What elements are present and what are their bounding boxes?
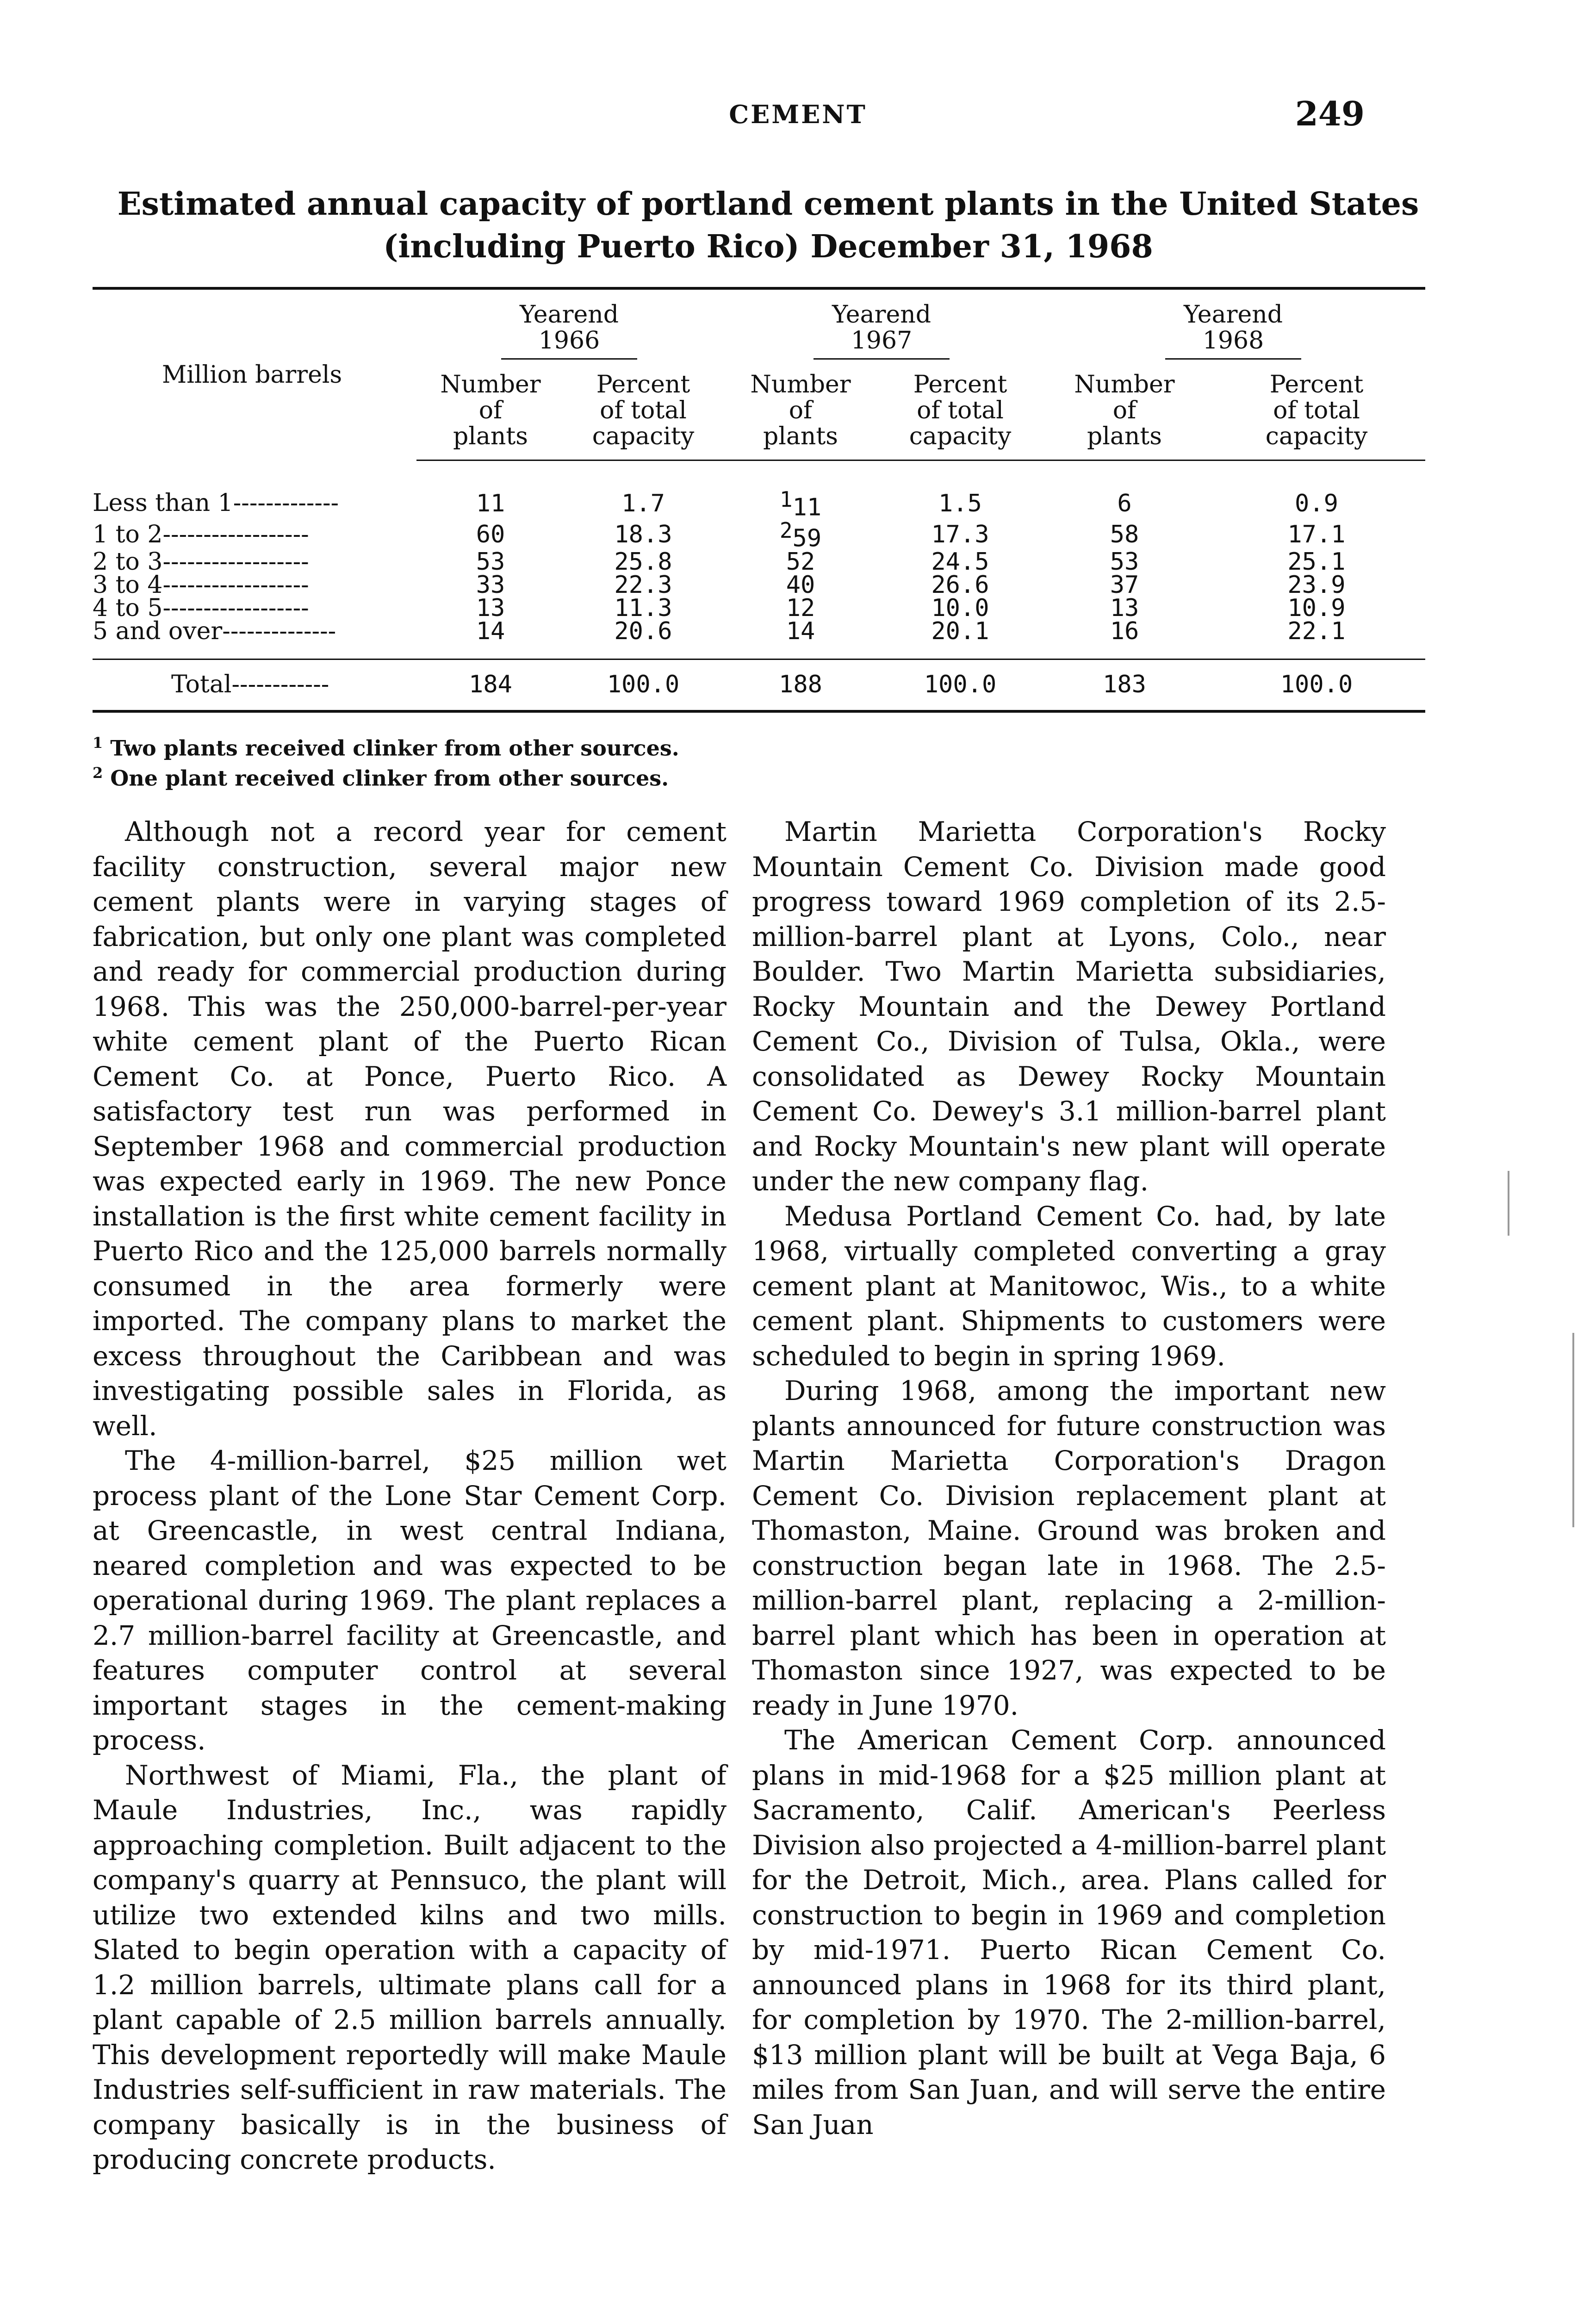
- table-cell: 37: [1110, 571, 1139, 599]
- table-cell: 11.3: [614, 594, 672, 622]
- table-cell: 25.1: [1287, 547, 1346, 576]
- table-cell: 23.9: [1287, 571, 1346, 599]
- table-cell: 1.7: [621, 489, 665, 517]
- row-label: 4 to 5------------------: [93, 594, 309, 622]
- table-cell: 24.5: [931, 547, 989, 576]
- table-cell: 25.8: [614, 547, 672, 576]
- table-cell: 26.6: [931, 571, 989, 599]
- paragraph: The American Cement Corp. announced plans in mid-1968 for a $25 million plant at Sacramento, Calif. American's Peerless Division also projected a 4-million-barrel plant for the Detroit, Mich., area. Plans called for construction to begin in 1969 and completion by mid-1971. Puerto Rican Cement Co. announced plans in 1968 for its third plant, for completion by 1970. The 2-million-barrel, $13 million plant will be built at Vega Baja, 6 miles from San Juan, and will serve the entire San Juan: [752, 1724, 1386, 2140]
- table-cell: 17.1: [1287, 520, 1346, 548]
- table-row: [93, 550, 1425, 573]
- table-cell: 52: [786, 547, 815, 576]
- table-cell: 22.1: [1287, 617, 1346, 645]
- table-bottom-rule: [93, 711, 1425, 713]
- left-column: [93, 815, 727, 2177]
- row-label: 3 to 4------------------: [93, 571, 309, 599]
- table-cell: 13: [476, 594, 505, 622]
- subheader-percent: Percent of total capacity: [879, 363, 1041, 460]
- footnote: $^2$ One plant received clinker from other sources.: [93, 764, 669, 791]
- table-row: [93, 460, 1425, 519]
- table-cell: 183: [1041, 659, 1208, 711]
- table-cell: 100.0: [1208, 659, 1425, 711]
- scan-artifact-line: [1572, 1333, 1574, 1527]
- group-header-1968: Yearend 1968: [1041, 288, 1425, 363]
- table-cell: 14: [786, 617, 815, 645]
- table-cell: 11: [476, 489, 505, 517]
- group-header-1966: Yearend 1966: [416, 288, 722, 363]
- table-row: [93, 519, 1425, 550]
- table-cell: 14: [476, 617, 505, 645]
- page-header: [0, 94, 1596, 141]
- table-cell: 58: [1110, 520, 1139, 548]
- table-cell: 6: [1117, 489, 1132, 517]
- paragraph: Although not a record year for cement facility construction, several major new cement plants were in varying stages of fabrication, but only one plant was completed and ready for commercial production during 1968. This was the 250,000-barrel-per-year white cement plant of the Puerto Rican Cement Co. at Ponce, Puerto Rico. A satisfactory test run was performed in September 1968 and commercial production was expected early in 1969. The new Ponce installation is the first white cement facility in Puerto Rico and the 125,000 barrels normally consumed in the area formerly were imported. The company plans to market the excess throughout the Caribbean and was investigating possible sales in Florida, as well.: [93, 816, 727, 1442]
- table-cell: 10.9: [1287, 594, 1346, 622]
- total-label: Total------------: [93, 659, 416, 711]
- table-footnotes: [93, 730, 679, 791]
- group-header-1967: Yearend 1967: [722, 288, 1041, 363]
- table-cell: 53: [1110, 547, 1139, 576]
- row-label: Less than 1-------------: [93, 489, 339, 517]
- subheader-number: Number of plants: [1041, 363, 1208, 460]
- table-cell: 60: [476, 520, 505, 548]
- table-title-line-2: (including Puerto Rico) December 31, 1968: [383, 228, 1153, 265]
- paragraph: During 1968, among the important new plants announced for future construction was Martin Marietta Corporation's Dragon Cement Co. Division replacement plant at Thomaston, Maine. Ground was broken and construction began late in 1968. The 2.5-million-barrel plant, replacing a 2-million-barrel plant which has been in operation at Thomaston since 1927, was expected to be ready in June 1970.: [752, 1375, 1386, 1721]
- paragraph: Northwest of Miami, Fla., the plant of Maule Industries, Inc., was rapidly approaching completion. Built adjacent to the company's quarry at Pennsuco, the plant will utilize two extended kilns and two mills. Slated to begin operation with a capacity of 1.2 million barrels, ultimate plans call for a plant capable of 2.5 million barrels annually. This development reportedly will make Maule Industries self-sufficient in raw materials. The company basically is in the business of producing concrete products.: [93, 1759, 727, 2175]
- paragraph: The 4-million-barrel, $25 million wet process plant of the Lone Star Cement Corp. at Greencastle, in west central Indiana, neared completion and was expected to be operational during 1969. The plant replaces a 2.7 million-barrel facility at Greencastle, and features computer control at several important stages in the cement-making process.: [93, 1445, 727, 1756]
- row-label: 5 and over--------------: [93, 617, 336, 645]
- table-cell: 53: [476, 547, 505, 576]
- table-cell: $^2$59: [779, 518, 822, 553]
- table-cell: 1.5: [938, 489, 982, 517]
- page-number: 249: [1295, 94, 1365, 133]
- table-cell: 20.6: [614, 617, 672, 645]
- table-cell: 17.3: [931, 520, 989, 548]
- table-cell: 100.0: [565, 659, 722, 711]
- table-cell: 16: [1110, 617, 1139, 645]
- table-cell: 12: [786, 594, 815, 622]
- paragraph: Martin Marietta Corporation's Rocky Mountain Cement Co. Division made good progress toward 1969 completion of its 2.5-million-barrel plant at Lyons, Colo., near Boulder. Two Martin Marietta subsidiaries, Rocky Mountain and the Dewey Portland Cement Co., Division of Tulsa, Okla., were consolidated as Dewey Rocky Mountain Cement Co. Dewey's 3.1 million-barrel plant and Rocky Mountain's new plant will operate under the new company flag.: [752, 816, 1386, 1197]
- total-row: [93, 659, 1425, 711]
- table-cell: 188: [722, 659, 879, 711]
- table-cell: 22.3: [614, 571, 672, 599]
- table-cell: 10.0: [931, 594, 989, 622]
- table-cell: 100.0: [879, 659, 1041, 711]
- table-cell: 20.1: [931, 617, 989, 645]
- subheader-number: Number of plants: [722, 363, 879, 460]
- running-title: CEMENT: [729, 100, 867, 129]
- table-cell: 18.3: [614, 520, 672, 548]
- subheader-number: Number of plants: [416, 363, 565, 460]
- table-cell: $^1$11: [779, 487, 822, 522]
- table-cell: 40: [786, 571, 815, 599]
- table-row: [93, 573, 1425, 597]
- capacity-table: [93, 287, 1425, 713]
- right-column: [752, 815, 1386, 2142]
- paragraph: Medusa Portland Cement Co. had, by late 1968, virtually completed converting a gray cement plant at Manitowoc, Wis., to a white cement plant. Shipments to customers were scheduled to begin in spring 1969.: [752, 1200, 1386, 1372]
- table-cell: 13: [1110, 594, 1139, 622]
- subheader-percent: Percent of total capacity: [1208, 363, 1425, 460]
- subheader-percent: Percent of total capacity: [565, 363, 722, 460]
- table-cell: 0.9: [1295, 489, 1338, 517]
- table-title: [102, 183, 1435, 268]
- footnote: $^1$ Two plants received clinker from other sources.: [93, 734, 679, 761]
- table-title-line-1: Estimated annual capacity of portland cement plants in the United States: [117, 186, 1419, 223]
- stub-header: Million barrels: [162, 361, 342, 389]
- table-row: [93, 597, 1425, 620]
- row-label: 2 to 3------------------: [93, 547, 309, 576]
- scan-artifact-line: [1508, 1171, 1509, 1236]
- row-label: 1 to 2------------------: [93, 520, 309, 548]
- table-row: [93, 620, 1425, 659]
- table-cell: 184: [416, 659, 565, 711]
- table-cell: 33: [476, 571, 505, 599]
